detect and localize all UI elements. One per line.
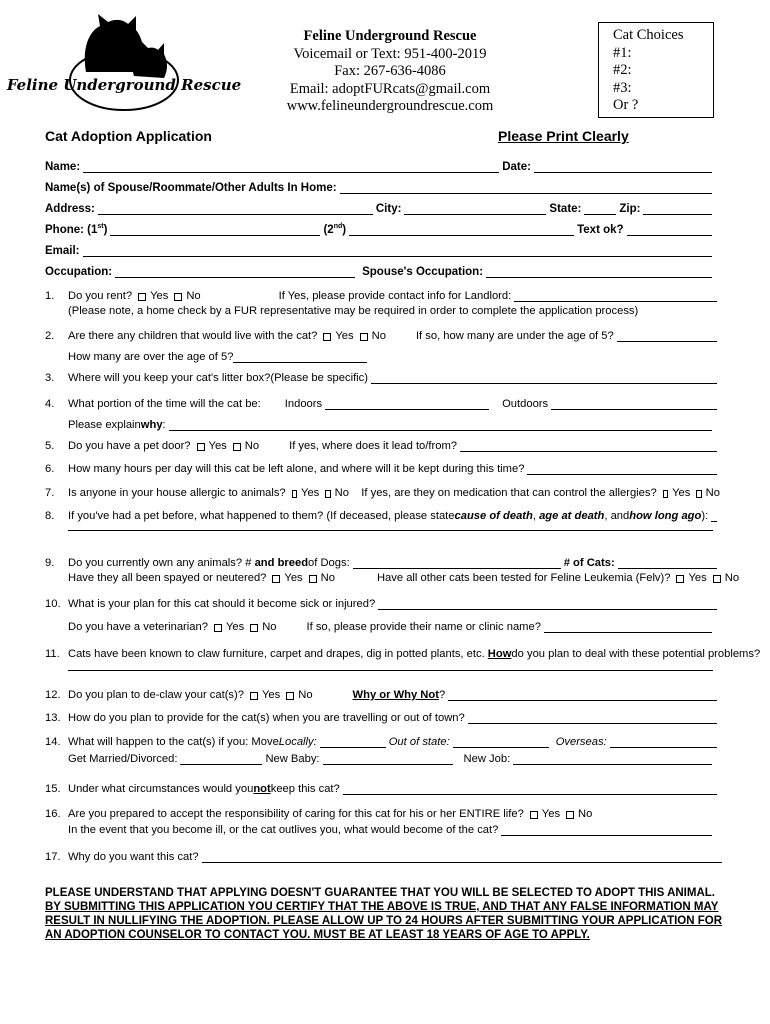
q10-no-checkbox[interactable] [250, 624, 258, 632]
hours-alone-field[interactable] [527, 464, 717, 475]
org-email: Email: adoptFURcats@gmail.com [289, 80, 491, 97]
previous-pet-field-line-2[interactable] [68, 530, 713, 531]
spouse-occupation-field[interactable] [486, 267, 712, 278]
question-14: 14. What will happen to the cat(s) if you: Move Locally: Out of state: Overseas: [45, 733, 720, 748]
question-2: 2. Are there any children that would live with the cat? Yes No If so, how many are under the age of 5? [45, 327, 720, 342]
q4-explain: Please explain why : [68, 416, 715, 431]
city-field[interactable] [404, 204, 546, 215]
question-1: 1. Do you rent? Yes No If Yes, please provide contact info for Landlord: [45, 287, 720, 302]
q7b-no-checkbox[interactable] [696, 490, 701, 498]
move-locally-field[interactable] [320, 737, 386, 748]
why-this-cat-field[interactable] [202, 852, 722, 863]
org-name: Feline Underground Rescue [303, 28, 477, 44]
phone2-field[interactable] [349, 225, 574, 236]
phone2-label: (2nd) [323, 223, 347, 236]
cat-choice-3[interactable]: #3: [613, 79, 632, 96]
q1-no-checkbox[interactable] [174, 293, 182, 301]
occupation-label: Occupation: [45, 266, 113, 278]
cat-choices-title: Cat Choices [613, 27, 684, 43]
question-5: 5. Do you have a pet door? Yes No If yes, where does it lead to/from? [45, 437, 720, 452]
cat-logo-icon [6, 10, 242, 118]
indoors-field[interactable] [325, 399, 489, 410]
problems-field[interactable] [68, 670, 713, 671]
address-label: Address: [45, 203, 95, 215]
spouse-label: Name(s) of Spouse/Roommate/Other Adults In Home: [45, 182, 337, 194]
children-over-5-field[interactable] [233, 352, 367, 363]
question-15: 15. Under what circumstances would you not keep this cat? [45, 780, 720, 795]
move-overseas-field[interactable] [610, 737, 717, 748]
q9-spayed: Have they all been spayed or neutered? Yes No Have all other cats been tested for Feline Leukemia (Felv)? Yes No [68, 572, 740, 584]
q5-yes-checkbox[interactable] [197, 443, 205, 451]
cat-choice-2[interactable]: #2: [613, 62, 632, 78]
org-voicemail: Voicemail or Text: 951-400-2019 [293, 45, 487, 62]
name-label: Name: [45, 161, 81, 173]
q10-yes-checkbox[interactable] [214, 624, 222, 632]
q12-no-checkbox[interactable] [286, 692, 294, 700]
felv-yes-checkbox[interactable] [676, 575, 684, 583]
phone1-field[interactable] [110, 225, 320, 236]
q7b-yes-checkbox[interactable] [663, 490, 668, 498]
felv-no-checkbox[interactable] [713, 575, 721, 583]
text-ok-field[interactable] [627, 225, 712, 236]
q2-yes-checkbox[interactable] [323, 333, 331, 341]
address-field[interactable] [98, 204, 373, 215]
question-4: 4. What portion of the time will the cat be: Indoors Outdoors [45, 395, 720, 410]
question-13: 13. How do you plan to provide for the cat(s) when you are travelling or out of town? [45, 709, 720, 724]
org-info [240, 28, 540, 116]
married-divorced-field[interactable] [180, 754, 262, 765]
children-under-5-field[interactable] [617, 331, 717, 342]
zip-field[interactable] [643, 204, 712, 215]
question-12: 12. Do you plan to de-claw your cat(s)? Yes No Why or Why Not ? [45, 686, 720, 701]
dogs-field[interactable] [353, 558, 561, 569]
text-ok-label: Text ok? [577, 224, 624, 236]
pet-door-field[interactable] [460, 441, 717, 452]
landlord-field[interactable] [514, 291, 717, 302]
question-10: 10. What is your plan for this cat should it become sick or injured? [45, 595, 720, 610]
not-keep-field[interactable] [343, 784, 717, 795]
q14-life-events: Get Married/Divorced: New Baby: New Job: [68, 750, 715, 765]
cat-choice-1[interactable]: #1: [613, 44, 632, 61]
q16-no-checkbox[interactable] [566, 811, 574, 819]
explain-why-field[interactable] [169, 420, 712, 431]
q1-yes-checkbox[interactable] [138, 293, 146, 301]
address-row [45, 200, 715, 215]
q16-outlives: In the event that you become ill, or the cat outlives you, what would become of the cat? [68, 821, 715, 836]
question-7: 7. Is anyone in your house allergic to animals? Yes No If yes, are they on medication that can control the allergies? Yes No [45, 487, 720, 499]
declaw-reason-field[interactable] [448, 690, 717, 701]
question-6: 6. How many hours per day will this cat be left alone, and where will it be kept during this time? [45, 460, 720, 475]
notice-line-2: BY SUBMITTING THIS APPLICATION YOU CERTIFY THAT THE ABOVE IS TRUE, AND THAT ANY FALSE INFORMATION MAY RESULT IN NULLIFYING THE ADOPTION. PLEASE ALLOW UP TO 24 HOURS AFTER SUBMITTING YOUR APPLICATION FOR AN ADOPTION COUNSELOR TO CONTACT YOU. MUST BE AT LEAST 18 YEARS OF AGE TO APPLY. [45, 901, 723, 941]
question-9: 9. Do you currently own any animals? # and breed of Dogs: # of Cats: [45, 554, 720, 569]
q10-vet: Do you have a veterinarian? Yes No If so, please provide their name or clinic name? [68, 618, 715, 633]
spouse-row [45, 179, 715, 194]
vet-name-field[interactable] [544, 622, 712, 633]
question-16: 16. Are you prepared to accept the responsibility of caring for this cat for his or her ENTIRE life? Yes No [45, 808, 593, 820]
q2-over-5: How many are over the age of 5? [68, 348, 370, 363]
outlives-field[interactable] [501, 825, 712, 836]
question-8: 8. If you've had a pet before, what happened to them? (If deceased, please state cause of death , age at death , and how long ago ): [45, 507, 720, 522]
question-11: 11. Cats have been known to claw furniture, carpet and drapes, dig in potted plants, etc. How do you plan to deal with these potential problems? [45, 648, 761, 660]
previous-pet-field[interactable] [711, 511, 717, 522]
occupation-row [45, 263, 715, 278]
email-field[interactable] [83, 246, 712, 257]
legal-notice [45, 886, 725, 942]
notice-line-1: PLEASE UNDERSTAND THAT APPLYING DOESN'T GUARANTEE THAT YOU WILL BE SELECTED TO ADOPT THIS ANIMAL. [45, 887, 715, 899]
q9-no-checkbox[interactable] [309, 575, 317, 583]
city-label: City: [375, 203, 402, 215]
outdoors-field[interactable] [551, 399, 717, 410]
question-17: 17. Why do you want this cat? [45, 848, 725, 863]
state-field[interactable] [584, 204, 616, 215]
spouse-occupation-label: Spouse's Occupation: [362, 266, 484, 278]
org-website: www.felineundergroundrescue.com [286, 98, 494, 114]
email-row [45, 242, 715, 257]
name-row [45, 158, 715, 173]
print-clearly-note: Please Print Clearly [498, 128, 629, 144]
org-fax: Fax: 267-636-4086 [334, 63, 446, 79]
spouse-field[interactable] [340, 183, 712, 194]
new-job-field[interactable] [513, 754, 712, 765]
q7-no-checkbox[interactable] [325, 490, 330, 498]
email-label: Email: [45, 245, 80, 257]
form-title: Cat Adoption Application [45, 128, 212, 144]
new-baby-field[interactable] [323, 754, 453, 765]
cat-choices-box [598, 22, 714, 118]
q5-no-checkbox[interactable] [233, 443, 241, 451]
phone-row [45, 221, 715, 236]
q7-yes-checkbox[interactable] [292, 490, 297, 498]
q9-yes-checkbox[interactable] [272, 575, 280, 583]
cat-choice-other[interactable]: Or ? [613, 97, 639, 113]
q2-no-checkbox[interactable] [360, 333, 368, 341]
logo-text: Feline Underground Rescue [6, 76, 242, 94]
q12-yes-checkbox[interactable] [250, 692, 258, 700]
state-label: State: [549, 203, 582, 215]
q1-note: (Please note, a home check by a FUR representative may be required in order to complete the application process) [68, 305, 639, 317]
q16-yes-checkbox[interactable] [530, 811, 538, 819]
name-field[interactable] [83, 162, 499, 173]
sick-plan-field[interactable] [378, 599, 717, 610]
question-3: 3. Where will you keep your cat's litter box?(Please be specific) [45, 369, 720, 384]
travel-plan-field[interactable] [468, 713, 717, 724]
cats-field[interactable] [618, 558, 717, 569]
litter-box-field[interactable] [371, 373, 717, 384]
occupation-field[interactable] [115, 267, 355, 278]
zip-label: Zip: [619, 203, 641, 215]
move-out-of-state-field[interactable] [453, 737, 549, 748]
date-label: Date: [502, 161, 531, 173]
date-field[interactable] [534, 162, 712, 173]
phone1-label: Phone: (1st) [45, 223, 108, 236]
